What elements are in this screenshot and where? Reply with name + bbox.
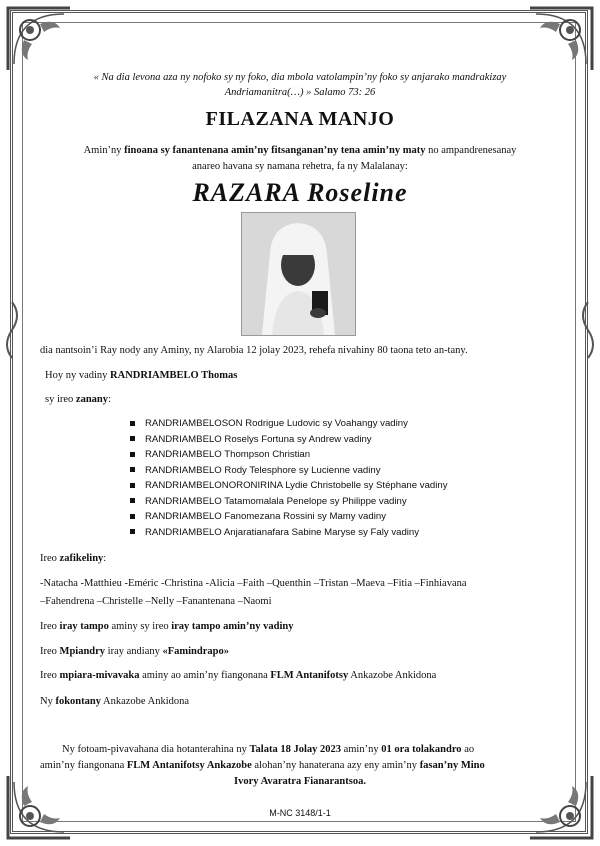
- children-suffix: :: [108, 394, 111, 405]
- grandchildren-names: [40, 575, 560, 611]
- text-part: ao: [461, 744, 475, 755]
- text-part: Ireo: [40, 646, 60, 657]
- text-part: aminy ao amin’ny fiangonana: [139, 670, 271, 681]
- bullet-icon: [130, 467, 135, 472]
- text-bold: iray tampo: [59, 621, 109, 632]
- grandchildren-label: zafikeliny: [59, 553, 104, 564]
- bullet-icon: [130, 421, 135, 426]
- funeral-details: [40, 742, 560, 790]
- grandchildren-heading: [40, 553, 106, 564]
- list-item: [130, 494, 448, 510]
- intro-part: no ampandrenesanay: [425, 145, 517, 156]
- child-name: RANDRIAMBELO Thompson Christian: [145, 449, 311, 460]
- text-part: Ankazobe Ankidona: [100, 696, 190, 707]
- funeral-date: Talata 18 Jolay 2023: [249, 744, 341, 755]
- list-item: [130, 509, 448, 525]
- grandchildren-prefix: Ireo: [40, 553, 60, 564]
- list-item: [130, 432, 448, 448]
- list-item: [130, 416, 448, 432]
- grandchildren-suffix: :: [103, 553, 107, 564]
- intro-part: Amin’ny: [83, 145, 125, 156]
- child-name: RANDRIAMBELO Tatamomalala Penelope sy Philippe vadiny: [145, 495, 407, 507]
- funeral-location: Ivory Avaratra Fianarantsoa.: [234, 776, 366, 787]
- text-part: amin’ny: [340, 744, 382, 755]
- text-part: Ny fotoam-pivavahana dia hotanterahina ny: [62, 744, 250, 755]
- text-part: aminy sy ireo: [108, 621, 172, 632]
- child-name: RANDRIAMBELO Anjaratianafara Sabine Maryse sy Faly vadiny: [145, 526, 420, 538]
- intro-text: [55, 143, 545, 175]
- page-title: FILAZANA MANJO: [205, 108, 395, 130]
- children-heading: [45, 394, 111, 405]
- verse-line: « Na dia levona aza ny nofoko sy ny foko, dia mbola vatolampin’ny foko sy anjarako mandrakizay: [93, 72, 507, 83]
- text-bold: «Famindrapo»: [162, 646, 229, 657]
- children-list: [130, 416, 448, 540]
- corner-ornament-icon: [4, 4, 74, 74]
- bullet-icon: [130, 483, 135, 488]
- spouse-line: [45, 370, 237, 381]
- grandchildren-line: -Natacha -Matthieu -Eméric -Christina -Alicia –Faith –Quenthin –Tristan –Maeva –Fitia –Finhiavana: [40, 578, 467, 589]
- spouse-name: RANDRIAMBELO Thomas: [110, 370, 238, 381]
- child-name: RANDRIAMBELOSON Rodrigue Ludovic sy Voahangy vadiny: [145, 418, 408, 429]
- verse-line: Andriamanitra(…) » Salamo 73: 26: [224, 87, 376, 98]
- intro-bold: finoana sy fanantenana amin’ny fitsanganan’ny tena amin’ny maty: [124, 145, 426, 156]
- text-part: alohan’ny hanaterana azy eny amin’ny: [251, 760, 420, 771]
- spouse-prefix: Hoy ny vadiny: [45, 370, 111, 381]
- bullet-icon: [130, 436, 135, 441]
- funeral-tomb: fasan’ny Mino: [419, 760, 485, 771]
- text-bold: fokontany: [55, 696, 101, 707]
- siblings-line: [40, 621, 293, 632]
- text-bold: iray tampo amin’ny vadiny: [171, 621, 294, 632]
- reference-code: M-NC 3148/1-1: [269, 808, 331, 818]
- children-label: zanany: [75, 394, 109, 405]
- intro-line: anareo havana sy namana rehetra, fa ny Malalanay:: [192, 161, 408, 172]
- bullet-icon: [130, 514, 135, 519]
- text-part: Ireo: [40, 621, 60, 632]
- list-item: [130, 478, 448, 494]
- grandchildren-line: –Fahendrena –Christelle –Nelly –Fanantenana –Naomi: [40, 596, 272, 607]
- deceased-photo: [241, 212, 356, 336]
- text-part: Ankazobe Ankidona: [348, 670, 437, 681]
- child-name: RANDRIAMBELO Roselys Fortuna sy Andrew vadiny: [145, 433, 372, 445]
- funeral-church: FLM Antanifotsy Ankazobe: [126, 760, 252, 771]
- list-item: [130, 463, 448, 479]
- list-item: [130, 525, 448, 541]
- deceased-name: RAZARA Roseline: [192, 178, 408, 207]
- side-ornament-icon: [0, 300, 24, 360]
- list-item: [130, 447, 448, 463]
- fokontany-line: [40, 696, 189, 707]
- children-prefix: sy ireo: [45, 394, 76, 405]
- death-notice: dia nantsoin’i Ray nody any Aminy, ny Alarobia 12 jolay 2023, rehefa nivahiny 80 taona teto an-tany.: [40, 345, 468, 356]
- text-bold: FLM Antanifotsy: [270, 670, 349, 681]
- bullet-icon: [130, 452, 135, 457]
- child-name: RANDRIAMBELO Rody Telesphore sy Lucienne vadiny: [145, 464, 381, 476]
- text-part: Ireo: [40, 670, 60, 681]
- child-name: RANDRIAMBELONORONIRINA Lydie Christobelle sy Stéphane vadiny: [145, 480, 448, 491]
- text-part: iray andiany: [105, 646, 163, 657]
- bible-verse: [60, 70, 540, 100]
- bullet-icon: [130, 498, 135, 503]
- text-bold: Mpiandry: [59, 646, 106, 657]
- text-part: amin’ny fiangonana: [40, 760, 127, 771]
- funeral-time: 01 ora tolakandro: [381, 744, 462, 755]
- text-bold: mpiara-mivavaka: [59, 670, 140, 681]
- mpiandry-line: [40, 646, 229, 657]
- bullet-icon: [130, 529, 135, 534]
- child-name: RANDRIAMBELO Fanomezana Rossini sy Mamy vadiny: [145, 511, 386, 522]
- text-part: Ny: [40, 696, 56, 707]
- corner-ornament-icon: [526, 4, 596, 74]
- congregation-line: [40, 670, 436, 681]
